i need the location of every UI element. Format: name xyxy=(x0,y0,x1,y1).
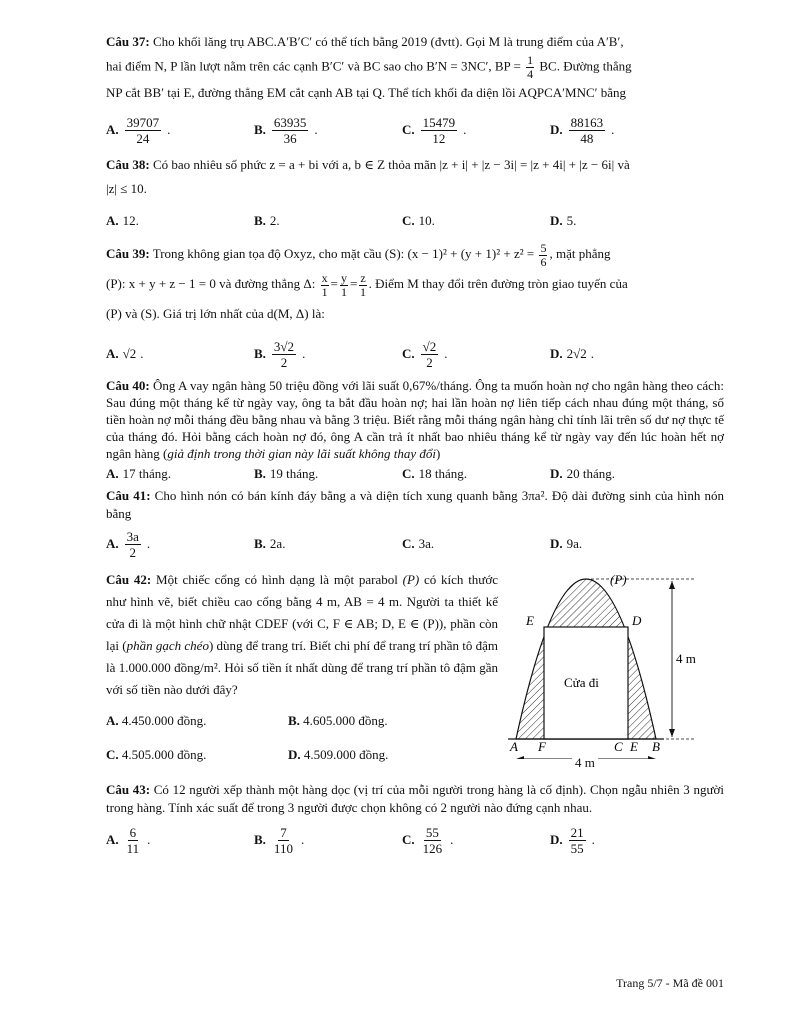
answer-d[interactable]: D. 20 tháng. xyxy=(550,466,616,481)
question-label: Câu 37: xyxy=(106,34,150,49)
answer-a[interactable]: A. $\frac{3a}{2}$ . xyxy=(106,528,151,560)
answer-d[interactable]: D. 5. xyxy=(550,213,577,228)
question-text: (P): x + y + z − 1 = 0 và đường thẳng Δ: xyxy=(106,276,316,291)
answer-a[interactable]: A. 12. xyxy=(106,213,139,228)
fraction: $\frac{x}{1}$ xyxy=(321,270,328,299)
question-text: Có 12 người xếp thành một hàng dọc (vị trí của mỗi người trong hàng là cố định). Chọn ngẫu nhiên 3 người trong hàng. Tính xác suất để trong 3 người được chọn không có 2 người nào đứng cạnh nhau. xyxy=(106,782,724,815)
label-c: C xyxy=(614,739,623,754)
answers-38 xyxy=(106,207,724,235)
question-text: Cho hình nón có bán kính đáy bằng a và diện tích xung quanh bằng 3πa². Độ dài đường sinh của hình nón bằng xyxy=(106,488,724,521)
door-label: Cửa đi xyxy=(564,675,599,690)
question-text: |z| ≤ 10. xyxy=(106,181,147,196)
fraction: $\frac{y}{1}$ xyxy=(340,270,347,299)
answer-b[interactable]: B. $\frac{7}{110}$ . xyxy=(254,824,305,856)
question-42: Câu 42: Một chiếc cổng có hình dạng là một parabol (P) có kích thước như hình vẽ, biết chiều cao cổng bằng 4 m, AB = 4 m. Người ta thiết kế cửa đi là một hình chữ nhật CDEF (với C, F ∈ AB; D, E ∈ (P)), phần còn lại (phần gạch chéo) dùng để trang trí. Biết chi phí để trang trí phần tô đậm là 1.000.000 đồng/m². Hỏi số tiền ít nhất dùng để trang trí phần tô đậm gần với số tiền nào dưới đây? A. 4.450.000 đồng. B. 4.605.000 đồng. C. 4.505.000 đồng. D. 4.509.000 đồng. (P) E D Cửa đi 4 m A F C E B 4 m xyxy=(106,569,724,767)
answers-42-row1 xyxy=(106,709,498,733)
label-p: (P) xyxy=(610,572,627,587)
label-d: D xyxy=(632,613,642,628)
answer-c[interactable]: C. $\frac{15479}{12}$ . xyxy=(402,114,467,146)
question-text: BC. Đường thẳng xyxy=(539,58,632,74)
answers-39 xyxy=(106,335,724,373)
question-label: Câu 39: xyxy=(106,246,150,261)
answers-42-row2 xyxy=(106,743,498,767)
answer-b[interactable]: B. 2. xyxy=(254,213,280,228)
answer-b[interactable]: B. 19 tháng. xyxy=(254,466,319,481)
fraction: $\frac{1}{4}$ xyxy=(527,53,534,81)
answer-d[interactable]: D. 4.509.000 đồng. xyxy=(288,747,389,762)
answer-a[interactable]: A. $\frac{39707}{24}$ . xyxy=(106,114,171,146)
answer-d[interactable]: D. $\frac{21}{55}$ . xyxy=(550,824,595,856)
question-text: NP cắt BB′ tại E, đường thẳng EM cắt cạnh AB tại Q. Thể tích khối đa diện lồi AQPCA′MNC′ bằng xyxy=(106,85,627,100)
answer-c[interactable]: C. 4.505.000 đồng. xyxy=(106,747,207,762)
answers-40 xyxy=(106,465,724,483)
answer-c[interactable]: C. $\frac{√2}{2}$ . xyxy=(402,338,448,370)
question-40: Câu 40: Ông A vay ngân hàng 50 triệu đồng với lãi suất 0,67%/tháng. Ông ta muốn hoàn nợ cho ngân hàng theo cách: Sau đúng một tháng kể từ ngày vay, ông ta bắt đầu hoàn nợ; hai lần hoàn nợ liên tiếp cách nhau đúng một tháng, số tiền hoàn nợ mỗi tháng đều bằng nhau và bằng 3 triệu. Biết rằng mỗi tháng ngân hàng chỉ tính lãi trên số dư nợ thực tế của tháng đó. Hỏi bằng cách hoàn nợ đó, ông A cần trả ít nhất bao nhiêu tháng kể từ ngày vay đến lúc hoàn hết nợ ngân hàng (giả định trong thời gian này lãi suất không thay đổi) xyxy=(106,378,725,461)
answers-43 xyxy=(106,821,724,859)
answer-d[interactable]: D. $\frac{88163}{48}$ . xyxy=(550,114,615,146)
question-text: Ông A vay ngân hàng 50 triệu đồng với lãi suất 0,67%/tháng. Ông ta muốn hoàn nợ cho ngân hàng theo cách: Sau đúng một tháng kể từ ngày vay, ông ta bắt đầu hoàn nợ; hai lần hoàn nợ liên tiếp cách nhau đúng một tháng, số tiền hoàn nợ mỗi tháng đều bằng nhau và bằng 3 triệu. Biết rằng mỗi tháng ngân hàng chỉ tính lãi trên số dư nợ thực tế của tháng đó. Hỏi bằng cách hoàn nợ đó, ông A cần trả ít nhất bao nhiêu tháng kể từ ngày vay đến lúc hoàn hết nợ ngân hàng ( xyxy=(106,378,725,461)
answers-41 xyxy=(106,525,724,563)
answer-a[interactable]: A. √2 . xyxy=(106,346,144,361)
fraction: $\frac{5}{6}$ xyxy=(540,240,547,269)
question-37 xyxy=(106,30,724,105)
width-label: 4 m xyxy=(572,755,598,771)
question-text: (P) và (S). Giá trị lớn nhất của d(M, Δ) là: xyxy=(106,306,325,321)
question-43 xyxy=(106,781,724,817)
label-f: F xyxy=(538,739,546,754)
question-label: Câu 43: xyxy=(106,782,151,797)
question-38 xyxy=(106,153,724,201)
answer-d[interactable]: D. 2√2 . xyxy=(550,346,595,361)
question-label: Câu 41: xyxy=(106,488,151,503)
answer-b[interactable]: B. $\frac{63935}{36}$ . xyxy=(254,114,318,146)
label-a: A xyxy=(510,739,518,754)
question-41 xyxy=(106,487,724,523)
question-text: hai điểm N, P lần lượt nằm trên các cạnh B′C′ và BC sao cho B′N = 3NC′, BP = xyxy=(106,58,521,74)
answer-b[interactable]: B. $\frac{3√2}{2}$ . xyxy=(254,338,306,370)
answer-c[interactable]: C. 3a. xyxy=(402,536,435,551)
question-39: Câu 39: Trong không gian tọa độ Oxyz, cho mặt cầu (S): (x − 1)² + (y + 1)² + z² = $\frac{5}{6}$ , mặt phẳng (P): x + y + z − 1 = 0 và đường thẳng Δ: $\frac{x}{1}$ = $\frac{y}{1}$ = $\frac{z}{1}$ . Điểm M thay đổi trên đường tròn giao tuyến của (P) và (S). Giá trị lớn nhất của d(M, Δ) là: xyxy=(106,240,628,321)
question-text: có kích thước như hình vẽ, biết chiều cao cổng bằng 4 m, AB = 4 m. Người ta thiết kế cửa đi là một hình chữ nhật CDEF (với C, F ∈ AB; D, E ∈ (P)), phần còn lại ( xyxy=(106,572,498,653)
height-label: 4 m xyxy=(676,651,696,666)
question-note: giả định trong thời gian này lãi suất không thay đổi xyxy=(167,446,436,461)
answer-a[interactable]: A. 4.450.000 đồng. xyxy=(106,713,207,728)
label-e: E xyxy=(526,613,534,628)
answer-a[interactable]: A. $\frac{6}{11}$ . xyxy=(106,824,151,856)
gate-diagram xyxy=(504,569,714,759)
question-text: Cho khối lăng trụ ABC.A′B′C′ có thể tích bằng 2019 (đvtt). Gọi M là trung điểm của A′B′, xyxy=(152,34,624,49)
question-text: Trong không gian tọa độ Oxyz, cho mặt cầu (S): (x − 1)² + (y + 1)² + z² = xyxy=(152,246,535,261)
question-label: Câu 40: xyxy=(106,378,150,393)
question-label: Câu 42: xyxy=(106,572,152,587)
parabola-gate-figure xyxy=(504,569,724,770)
question-text: Có bao nhiêu số phức z = a + bi với a, b ∈ Z thỏa mãn |z + i| + |z − 3i| = |z + 4i| + |z − 6i| và xyxy=(152,157,630,172)
question-text: Một chiếc cổng có hình dạng là một parabol xyxy=(156,572,403,587)
answer-b[interactable]: B. 2a. xyxy=(254,536,286,551)
question-text: ) dùng để trang trí. Biết chi phí để trang trí phần tô đậm là 1.000.000 đồng/m². Hỏi số tiền ít nhất dùng để trang trí phần tô đậm gần với số tiền nào dưới đây? xyxy=(106,638,498,697)
question-label: Câu 38: xyxy=(106,157,150,172)
answer-c[interactable]: C. 18 tháng. xyxy=(402,466,468,481)
answer-d[interactable]: D. 9a. xyxy=(550,536,583,551)
answer-c[interactable]: C. $\frac{55}{126}$ . xyxy=(402,824,454,856)
answer-a[interactable]: A. 17 tháng. xyxy=(106,466,172,481)
exam-page xyxy=(106,30,724,863)
answer-c[interactable]: C. 10. xyxy=(402,213,435,228)
answers-37 xyxy=(106,111,724,149)
answer-b[interactable]: B. 4.605.000 đồng. xyxy=(288,713,388,728)
label-b: B xyxy=(652,739,660,754)
page-footer: Trang 5/7 - Mã đề 001 xyxy=(616,976,724,990)
fraction: $\frac{z}{1}$ xyxy=(359,270,366,299)
question-text: . Điểm M thay đổi trên đường tròn giao tuyến của xyxy=(368,276,628,291)
question-text: , mặt phẳng xyxy=(549,246,611,261)
label-e-base: E xyxy=(630,739,638,754)
